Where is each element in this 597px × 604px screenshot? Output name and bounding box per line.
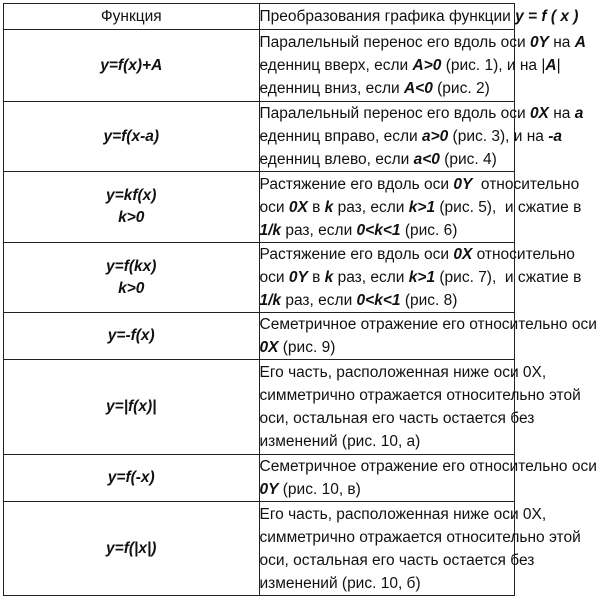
math-term: k>1	[408, 269, 436, 286]
description-text: раз, если	[333, 269, 409, 286]
header-transformations-math: y = f ( x )	[515, 7, 579, 25]
math-term: -a	[548, 128, 563, 145]
table-row	[4, 455, 515, 502]
description-text: на	[548, 105, 575, 122]
description-line	[259, 266, 582, 289]
description-text: (рис. 5), и сжатие в	[435, 198, 582, 216]
description-line	[260, 572, 515, 595]
description-text: симметрично отражается относительно этой	[259, 387, 581, 404]
description-text: (рис. 10, в)	[278, 481, 361, 498]
description-text: еденниц влево, если	[259, 151, 414, 168]
description-line	[259, 125, 563, 148]
description-text: оси, остальная его часть остается без	[259, 551, 535, 569]
description-text: раз, если	[333, 198, 409, 216]
math-term: 1/k	[259, 292, 282, 309]
description-text: Растяжение его вдоль оси	[259, 246, 454, 263]
description-text: относительно	[472, 175, 580, 193]
description-line	[259, 313, 597, 336]
table-row	[4, 102, 515, 172]
header-transformations-text: Преобразования графика функции	[259, 7, 516, 25]
function-cell	[4, 360, 260, 455]
description-line	[259, 549, 535, 572]
math-term: 0Y	[259, 481, 279, 498]
function-formula: y=f(kx)	[106, 257, 157, 275]
description-text: (рис. 2)	[432, 80, 490, 97]
description-line	[259, 243, 575, 266]
description-cell	[259, 360, 581, 455]
header-transformations	[259, 4, 579, 30]
table-header-row	[4, 4, 515, 30]
description-text: в	[307, 198, 325, 216]
description-text: (рис. 3), и на	[448, 128, 549, 145]
math-term: 0X	[529, 105, 549, 122]
description-line	[259, 31, 586, 54]
description-text: относительно	[472, 246, 575, 263]
description-text: раз, если	[281, 292, 357, 309]
description-text: раз, если	[281, 221, 357, 239]
function-formula: y=f(|x|)	[106, 539, 157, 557]
description-text: Растяжение его вдоль оси	[259, 175, 454, 193]
function-cell	[4, 102, 260, 172]
function-cell	[4, 502, 260, 596]
description-cell	[259, 313, 597, 360]
function-cell	[4, 172, 260, 243]
table-row	[4, 172, 515, 243]
math-term: A<0	[403, 80, 433, 97]
description-text: |	[556, 57, 561, 74]
function-cell	[4, 455, 260, 502]
description-cell	[259, 243, 582, 313]
description-text: еденниц вниз, если	[259, 80, 404, 97]
math-term: A	[574, 34, 586, 51]
description-text: (рис. 6)	[400, 221, 458, 239]
description-line	[259, 526, 581, 549]
description-text: (рис. 7), и сжатие в	[435, 269, 582, 286]
math-term: a<0	[413, 151, 440, 168]
description-text: оси	[259, 269, 289, 286]
header-function: Функция	[4, 4, 260, 30]
description-text: (рис. 9)	[278, 339, 336, 356]
description-text: (рис. 8)	[400, 292, 458, 309]
table-row	[4, 30, 515, 102]
description-text: изменений (рис. 10, а)	[259, 433, 421, 450]
function-cell	[4, 243, 260, 313]
description-cell	[259, 102, 584, 172]
description-cell	[259, 30, 586, 102]
function-cell	[4, 313, 260, 360]
description-line	[260, 219, 515, 242]
function-formula: y=kf(x)	[106, 187, 157, 204]
math-term: 0Y	[529, 34, 549, 51]
description-cell	[259, 172, 582, 243]
math-term: 1/k	[259, 221, 282, 239]
description-line	[260, 478, 515, 501]
math-term: 0Y	[453, 175, 473, 193]
description-line	[260, 148, 515, 171]
description-line	[259, 384, 581, 407]
description-line	[259, 54, 561, 77]
description-cell	[259, 502, 581, 596]
table-row	[4, 243, 515, 313]
math-term: k>1	[408, 198, 436, 216]
description-line	[259, 102, 584, 125]
table-body	[4, 30, 597, 596]
description-text: (рис. 1), и на |	[441, 57, 546, 74]
math-term: A	[545, 57, 557, 74]
function-formula: y=f(x-a)	[103, 127, 160, 145]
description-line	[260, 430, 515, 453]
math-term: 0X	[259, 339, 279, 356]
description-text: Его часть, расположенная ниже оси 0X,	[259, 364, 547, 381]
description-text: в	[307, 269, 325, 286]
description-text: оси, остальная его часть остается без	[259, 410, 535, 427]
description-text: Паралельный перенос его вдоль оси	[259, 34, 530, 51]
math-term: 0<k<1	[356, 292, 401, 309]
math-term: a	[574, 105, 584, 122]
description-text: Семетричное отражение его относительно оси	[259, 316, 597, 333]
description-line	[260, 336, 515, 359]
table-row	[4, 360, 515, 455]
function-cell	[4, 30, 260, 102]
description-text: (рис. 4)	[439, 151, 497, 168]
description-text: еденниц вверх, если	[259, 57, 413, 74]
math-term: k	[324, 269, 334, 286]
description-text: оси	[259, 198, 289, 216]
description-line	[259, 455, 597, 478]
description-text: Семетричное отражение его относительно оси	[259, 458, 597, 475]
description-text: еденниц вправо, если	[259, 128, 422, 145]
description-line	[260, 77, 515, 100]
transformations-table	[3, 3, 597, 596]
description-line	[259, 503, 547, 526]
description-line	[259, 173, 580, 196]
description-cell	[259, 455, 597, 502]
description-line	[259, 361, 547, 384]
table-row	[4, 502, 515, 596]
function-formula: y=f(-x)	[107, 469, 155, 486]
math-term: 0X	[453, 246, 473, 263]
function-formula: k>0	[118, 209, 145, 226]
function-formula: y=f(x)+A	[100, 56, 163, 74]
description-line	[260, 289, 515, 312]
function-formula: k>0	[118, 279, 145, 297]
math-term: 0X	[288, 198, 308, 216]
description-line	[259, 407, 535, 430]
math-term: 0<k<1	[356, 221, 401, 239]
description-text: Его часть, расположенная ниже оси 0X,	[259, 505, 547, 523]
math-term: A>0	[412, 57, 442, 74]
description-line	[259, 196, 582, 219]
table-row	[4, 313, 515, 360]
description-text: на	[548, 34, 575, 51]
description-text: симметрично отражается относительно этой	[259, 528, 581, 546]
function-formula: y=|f(x)|	[106, 398, 157, 415]
description-text: изменений (рис. 10, б)	[259, 574, 421, 592]
math-term: a>0	[421, 128, 449, 145]
function-formula: y=-f(x)	[107, 327, 155, 344]
description-text: Паралельный перенос его вдоль оси	[259, 105, 530, 122]
math-term: k	[324, 198, 334, 216]
math-term: 0Y	[288, 269, 308, 286]
